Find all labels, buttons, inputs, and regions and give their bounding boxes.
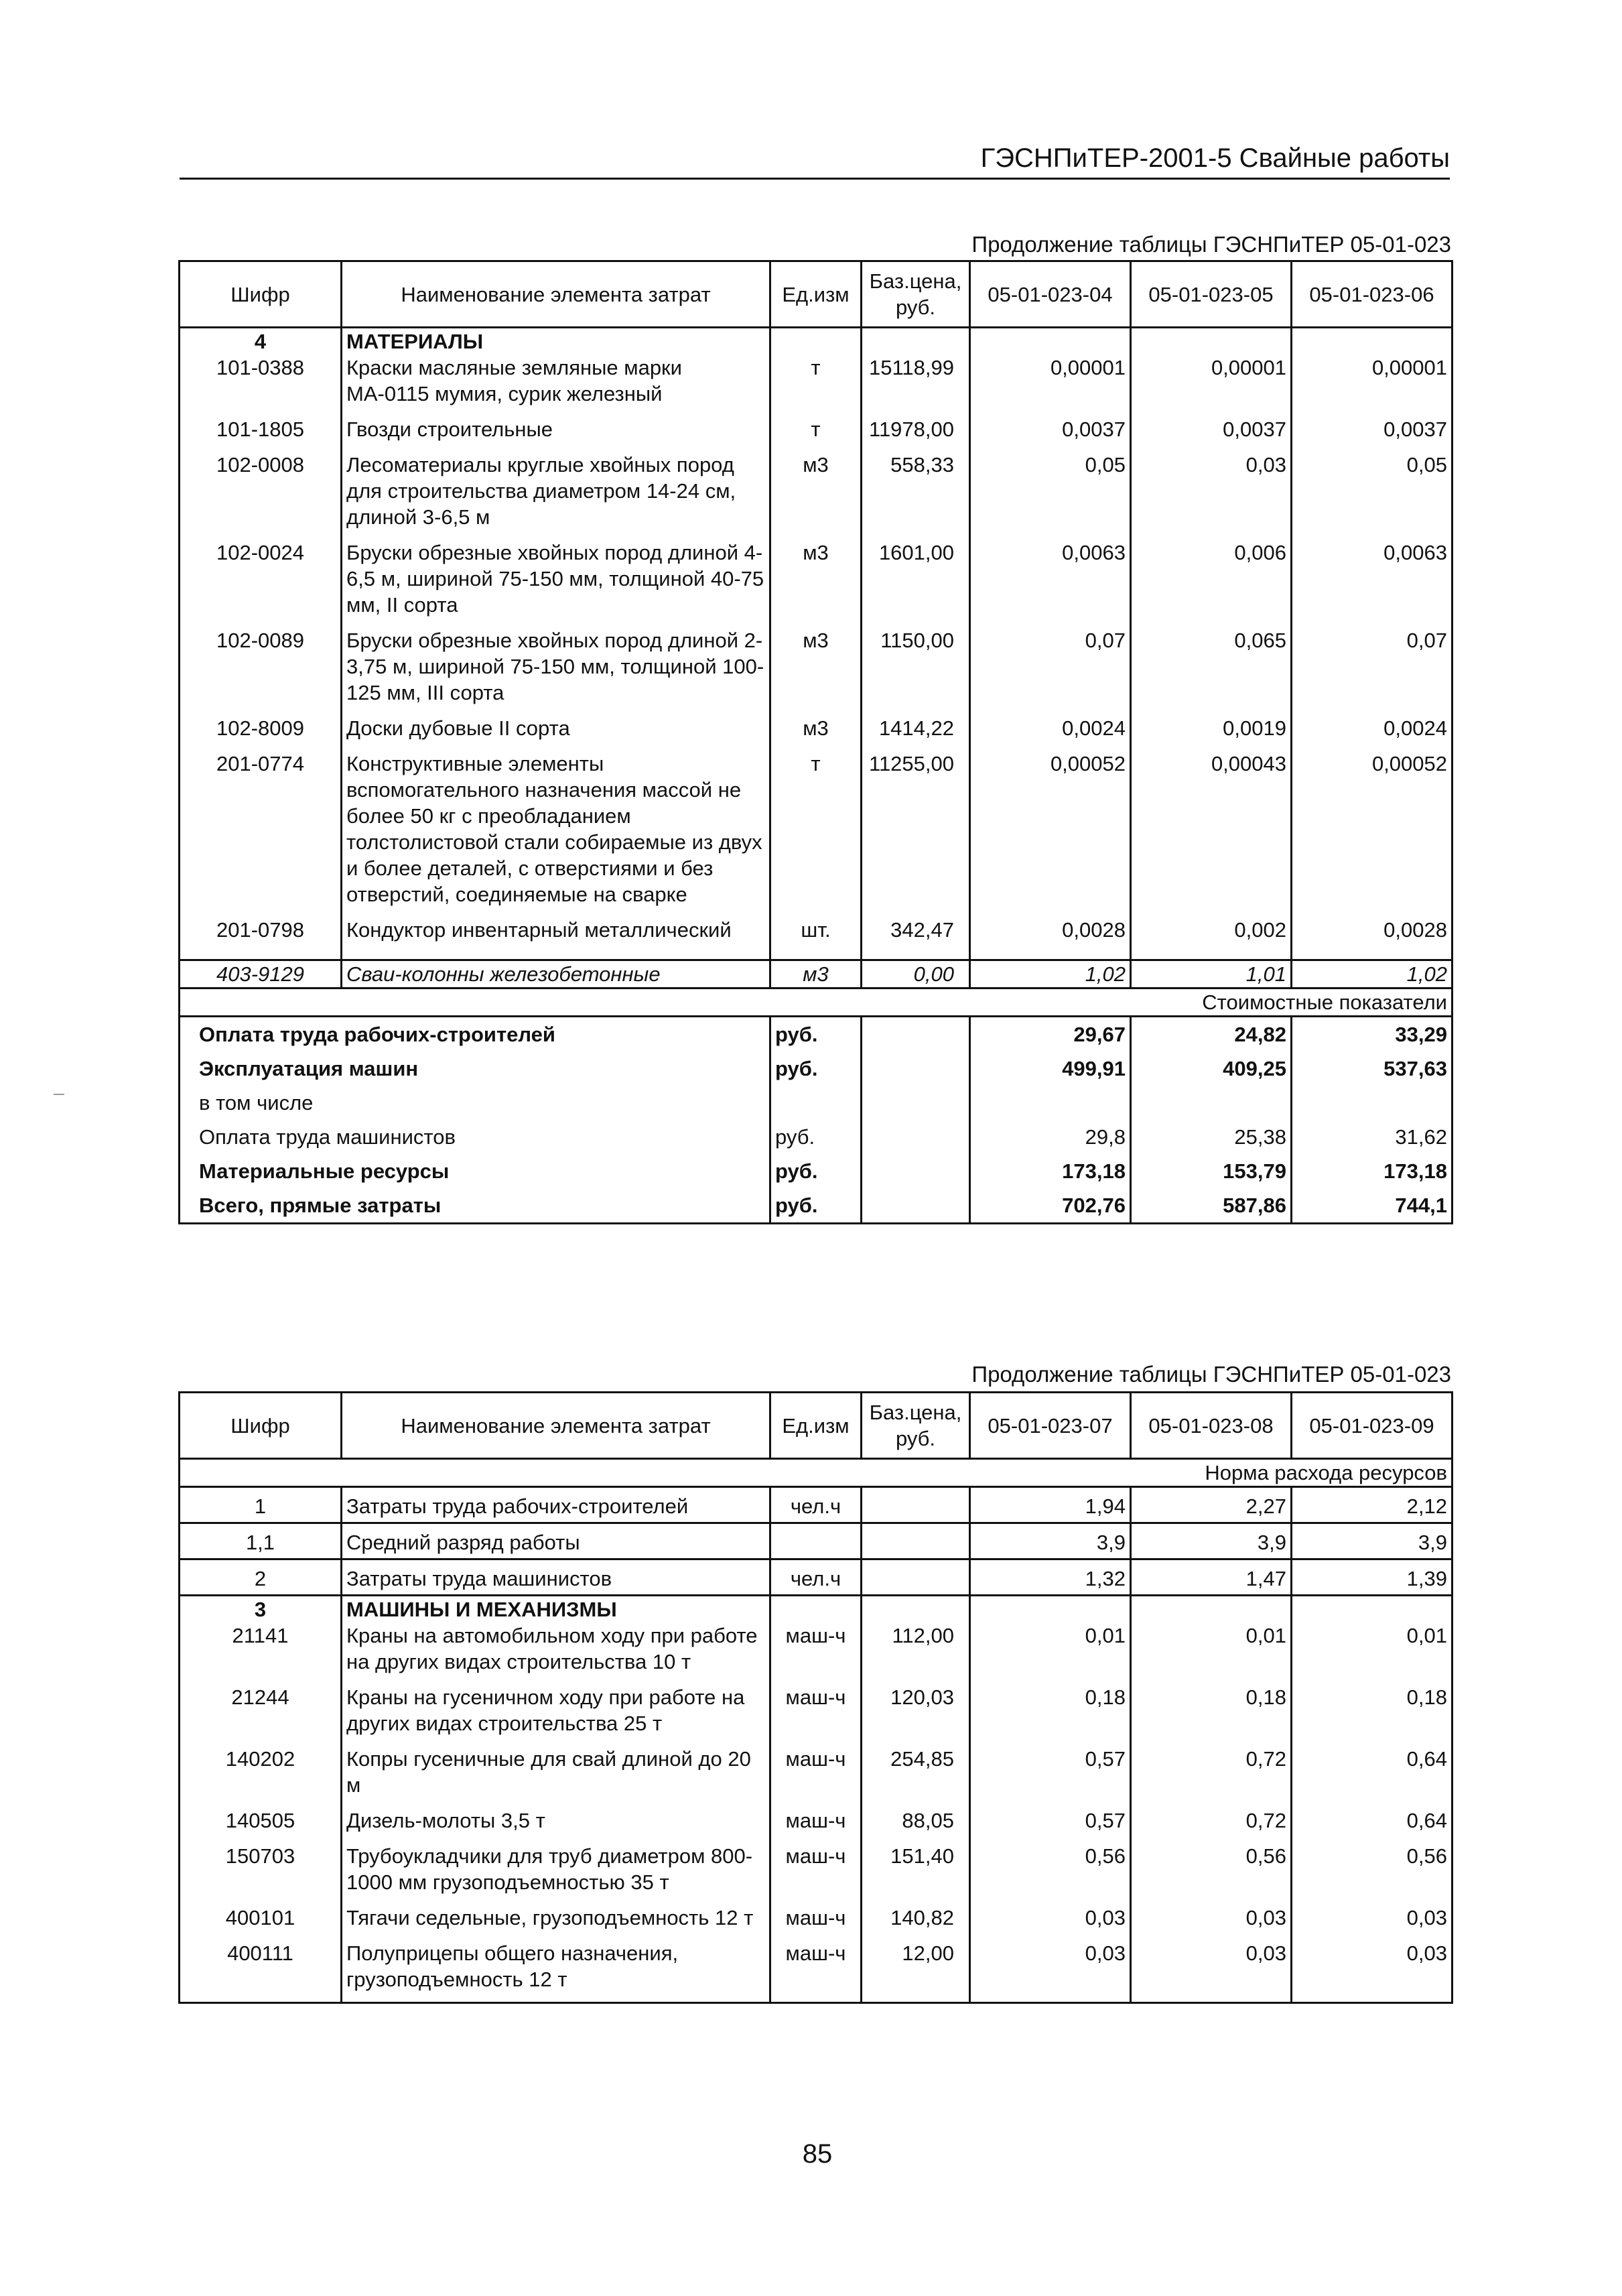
cell-value: 1,01 bbox=[1131, 960, 1292, 988]
cell-value: 0,0037 bbox=[1131, 416, 1292, 452]
cell-unit bbox=[770, 1086, 862, 1120]
cell-value: 0,18 bbox=[970, 1684, 1131, 1746]
cell-value: 0,0024 bbox=[1292, 715, 1452, 751]
cell-code: 201-0798 bbox=[180, 917, 342, 952]
cell-unit: руб. bbox=[770, 1154, 862, 1188]
table-row bbox=[180, 1807, 1452, 1843]
cell-value: 1,39 bbox=[1292, 1559, 1452, 1596]
cost-band-label: Стоимостные показатели bbox=[180, 988, 1452, 1017]
cell-value bbox=[1292, 1086, 1452, 1120]
table-row bbox=[180, 627, 1452, 715]
table-row bbox=[180, 1905, 1452, 1940]
cell-value: 0,03 bbox=[1131, 1940, 1292, 2003]
cell-unit: маш-ч bbox=[770, 1940, 862, 2003]
labor-row bbox=[180, 1523, 1452, 1559]
cell-value: 1,47 bbox=[1131, 1559, 1292, 1596]
cell-unit: м3 bbox=[770, 715, 862, 751]
col-header: Наименование элемента затрат bbox=[342, 1393, 770, 1459]
page-header bbox=[180, 137, 1450, 180]
cell-price: 120,03 bbox=[862, 1684, 970, 1746]
cell-value: 0,05 bbox=[970, 452, 1131, 539]
cell-name: Конструктивные элементы вспомогательного назначения массой не более 50 кг с преобладанием толстолистовой стали собираемые из двух и более деталей, с отверстиями и без отверстий, соединяемые на сварке bbox=[342, 751, 770, 917]
col-header: Ед.изм bbox=[770, 1393, 862, 1459]
cell-value: 0,18 bbox=[1292, 1684, 1452, 1746]
cell-value: 29,8 bbox=[970, 1120, 1131, 1154]
cell-code: 102-0024 bbox=[180, 539, 342, 627]
cell-value: 31,62 bbox=[1292, 1120, 1452, 1154]
table-row bbox=[180, 1940, 1452, 2003]
col-header: 05-01-023-06 bbox=[1292, 261, 1452, 328]
table-row bbox=[180, 715, 1452, 751]
cell-value: 0,07 bbox=[1292, 627, 1452, 715]
col-header: Ед.изм bbox=[770, 261, 862, 328]
cell-value: 2,27 bbox=[1131, 1487, 1292, 1523]
cost-row bbox=[180, 1017, 1452, 1052]
cell-price: 1150,00 bbox=[862, 627, 970, 715]
cell-unit bbox=[770, 1523, 862, 1559]
cell-price: 254,85 bbox=[862, 1746, 970, 1807]
cell-value: 0,0037 bbox=[970, 416, 1131, 452]
cell-value: 587,86 bbox=[1131, 1188, 1292, 1224]
table1-continuation-caption: Продолжение таблицы ГЭСНПиТЕР 05-01-023 bbox=[971, 232, 1451, 257]
cost-label: Материальные ресурсы bbox=[180, 1154, 770, 1188]
cell-name: Бруски обрезные хвойных пород длиной 2-3,75 м, шириной 75-150 мм, толщиной 100-125 мм, III сорта bbox=[342, 627, 770, 715]
cost-label: Оплата труда рабочих-строителей bbox=[180, 1017, 770, 1052]
cell-price: 12,00 bbox=[862, 1940, 970, 2003]
table-header-row bbox=[180, 261, 1452, 328]
cell-name: Гвозди строительные bbox=[342, 416, 770, 452]
cell-value: 0,01 bbox=[1292, 1622, 1452, 1684]
col-header: Баз.цена, руб. bbox=[862, 261, 970, 328]
cell-name: Бруски обрезные хвойных пород длиной 4-6,5 м, шириной 75-150 мм, толщиной 40-75 мм, II сорта bbox=[342, 539, 770, 627]
cell-price bbox=[862, 1523, 970, 1559]
cell-value: 0,56 bbox=[970, 1843, 1131, 1905]
cell-code: 400111 bbox=[180, 1940, 342, 2003]
cell-unit: руб. bbox=[770, 1120, 862, 1154]
cell-value: 0,03 bbox=[970, 1940, 1131, 2003]
cell-price: 11978,00 bbox=[862, 416, 970, 452]
header-title: ГЭСНПиТЕР-2001-5 Свайные работы bbox=[980, 143, 1450, 173]
cell-unit: м3 bbox=[770, 452, 862, 539]
cost-row bbox=[180, 1120, 1452, 1154]
cell-value: 744,1 bbox=[1292, 1188, 1452, 1224]
cost-label: Эксплуатация машин bbox=[180, 1051, 770, 1086]
section-title: МАТЕРИАЛЫ bbox=[342, 328, 770, 355]
cell-value: 0,00043 bbox=[1131, 751, 1292, 917]
cell-code: 21141 bbox=[180, 1622, 342, 1684]
table-row bbox=[180, 917, 1452, 952]
cell-value: 1,02 bbox=[1292, 960, 1452, 988]
cell-value: 0,002 bbox=[1131, 917, 1292, 952]
table-row bbox=[180, 452, 1452, 539]
cell-value: 1,94 bbox=[970, 1487, 1131, 1523]
col-header: Шифр bbox=[180, 1393, 342, 1459]
cell-price bbox=[862, 1086, 970, 1120]
cell-value: 0,72 bbox=[1131, 1807, 1292, 1843]
cell-name: Дизель-молоты 3,5 т bbox=[342, 1807, 770, 1843]
cell-value: 0,03 bbox=[970, 1905, 1131, 1940]
table-row bbox=[180, 1622, 1452, 1684]
cell-value: 0,01 bbox=[970, 1622, 1131, 1684]
cell-unit: маш-ч bbox=[770, 1843, 862, 1905]
cell-code: 101-1805 bbox=[180, 416, 342, 452]
cell-unit: м3 bbox=[770, 960, 862, 988]
cell-code: 101-0388 bbox=[180, 355, 342, 416]
cell-code: 102-0089 bbox=[180, 627, 342, 715]
cell-unit: т bbox=[770, 355, 862, 416]
cell-value: 0,01 bbox=[1131, 1622, 1292, 1684]
cell-price: 558,33 bbox=[862, 452, 970, 539]
cell-name: Сваи-колонны железобетонные bbox=[342, 960, 770, 988]
cell-value: 1,02 bbox=[970, 960, 1131, 988]
spacer-row bbox=[180, 952, 1452, 960]
table-row bbox=[180, 1684, 1452, 1746]
cell-price: 1601,00 bbox=[862, 539, 970, 627]
cell-value: 0,56 bbox=[1292, 1843, 1452, 1905]
cell-unit: маш-ч bbox=[770, 1905, 862, 1940]
cell-value: 0,72 bbox=[1131, 1746, 1292, 1807]
cell-code: 21244 bbox=[180, 1684, 342, 1746]
cost-row bbox=[180, 1086, 1452, 1120]
cell-value: 0,0063 bbox=[1292, 539, 1452, 627]
cell-price: 0,00 bbox=[862, 960, 970, 988]
cell-name: Трубоукладчики для труб диаметром 800-1000 мм грузоподъемностью 35 т bbox=[342, 1843, 770, 1905]
section-code: 4 bbox=[180, 328, 342, 355]
table-row bbox=[180, 416, 1452, 452]
cell-name: Затраты труда рабочих-строителей bbox=[342, 1487, 770, 1523]
cell-price: 342,47 bbox=[862, 917, 970, 952]
col-header: Шифр bbox=[180, 261, 342, 328]
cell-code: 1 bbox=[180, 1487, 342, 1523]
table-machines bbox=[178, 1391, 1453, 2004]
cell-price bbox=[862, 1487, 970, 1523]
page-number: 85 bbox=[802, 2139, 833, 2169]
cell-value: 29,67 bbox=[970, 1017, 1131, 1052]
norm-band-label: Норма расхода ресурсов bbox=[180, 1459, 1452, 1487]
col-header: 05-01-023-05 bbox=[1131, 261, 1292, 328]
cell-unit: шт. bbox=[770, 917, 862, 952]
cell-value: 499,91 bbox=[970, 1051, 1131, 1086]
table-row bbox=[180, 1746, 1452, 1807]
cell-value: 0,0037 bbox=[1292, 416, 1452, 452]
col-header: 05-01-023-04 bbox=[970, 261, 1131, 328]
cell-name: Копры гусеничные для свай длиной до 20 м bbox=[342, 1746, 770, 1807]
table-row bbox=[180, 539, 1452, 627]
labor-row bbox=[180, 1487, 1452, 1523]
cell-unit: руб. bbox=[770, 1188, 862, 1224]
cell-value: 0,0024 bbox=[970, 715, 1131, 751]
cell-price bbox=[862, 1154, 970, 1188]
cell-value: 33,29 bbox=[1292, 1017, 1452, 1052]
cell-code: 102-0008 bbox=[180, 452, 342, 539]
cell-value: 0,00052 bbox=[970, 751, 1131, 917]
cell-code: 1,1 bbox=[180, 1523, 342, 1559]
cell-value: 0,57 bbox=[970, 1807, 1131, 1843]
cell-value: 0,0028 bbox=[970, 917, 1131, 952]
cost-band-row bbox=[180, 988, 1452, 1017]
table-row bbox=[180, 355, 1452, 416]
cell-unit: руб. bbox=[770, 1017, 862, 1052]
cell-name: Затраты труда машинистов bbox=[342, 1559, 770, 1596]
cell-unit: маш-ч bbox=[770, 1807, 862, 1843]
table-body bbox=[180, 1459, 1452, 2003]
cell-value: 0,0063 bbox=[970, 539, 1131, 627]
cell-value: 3,9 bbox=[970, 1523, 1131, 1559]
cost-row bbox=[180, 1188, 1452, 1224]
cell-unit: руб. bbox=[770, 1051, 862, 1086]
cell-value: 0,03 bbox=[1131, 1905, 1292, 1940]
cell-code: 140202 bbox=[180, 1746, 342, 1807]
cell-price: 1414,22 bbox=[862, 715, 970, 751]
cell-code: 2 bbox=[180, 1559, 342, 1596]
cell-unit: м3 bbox=[770, 627, 862, 715]
cell-code: 400101 bbox=[180, 1905, 342, 1940]
cell-value: 0,00001 bbox=[1292, 355, 1452, 416]
cell-name: Лесоматериалы круглые хвойных пород для строительства диаметром 14-24 см, длиной 3-6,5 м bbox=[342, 452, 770, 539]
cell-price bbox=[862, 1188, 970, 1224]
cell-value: 409,25 bbox=[1131, 1051, 1292, 1086]
cell-value: 0,006 bbox=[1131, 539, 1292, 627]
cell-value: 0,03 bbox=[1292, 1940, 1452, 2003]
cell-value: 0,00052 bbox=[1292, 751, 1452, 917]
cell-value: 0,0028 bbox=[1292, 917, 1452, 952]
cell-code: 403-9129 bbox=[180, 960, 342, 988]
cost-label: в том числе bbox=[180, 1086, 770, 1120]
cell-value: 1,32 bbox=[970, 1559, 1131, 1596]
cell-value: 0,00001 bbox=[1131, 355, 1292, 416]
section-row bbox=[180, 1596, 1452, 1623]
norm-band-row bbox=[180, 1459, 1452, 1487]
col-header: 05-01-023-08 bbox=[1131, 1393, 1292, 1459]
cell-value: 537,63 bbox=[1292, 1051, 1452, 1086]
cost-row bbox=[180, 1051, 1452, 1086]
col-header: Наименование элемента затрат bbox=[342, 261, 770, 328]
cell-code: 150703 bbox=[180, 1843, 342, 1905]
cell-unit: маш-ч bbox=[770, 1622, 862, 1684]
cell-value: 2,12 bbox=[1292, 1487, 1452, 1523]
table2-continuation-caption: Продолжение таблицы ГЭСНПиТЕР 05-01-023 bbox=[971, 1362, 1451, 1387]
cell-unit: м3 bbox=[770, 539, 862, 627]
cell-value: 0,05 bbox=[1292, 452, 1452, 539]
cell-value: 0,0019 bbox=[1131, 715, 1292, 751]
cell-name: Тягачи седельные, грузоподъемность 12 т bbox=[342, 1905, 770, 1940]
cell-name: Средний разряд работы bbox=[342, 1523, 770, 1559]
cell-value: 0,64 bbox=[1292, 1746, 1452, 1807]
cell-name: Краны на автомобильном ходу при работе на других видах строительства 10 т bbox=[342, 1622, 770, 1684]
cell-value: 173,18 bbox=[970, 1154, 1131, 1188]
labor-row bbox=[180, 1559, 1452, 1596]
table-row bbox=[180, 1843, 1452, 1905]
cell-name: Доски дубовые II сорта bbox=[342, 715, 770, 751]
cell-value: 25,38 bbox=[1131, 1120, 1292, 1154]
cell-code: 140505 bbox=[180, 1807, 342, 1843]
cell-value bbox=[970, 1086, 1131, 1120]
table-row bbox=[180, 751, 1452, 917]
table-header-row bbox=[180, 1393, 1452, 1459]
cell-value: 0,07 bbox=[970, 627, 1131, 715]
cell-price bbox=[862, 1559, 970, 1596]
cell-value: 3,9 bbox=[1292, 1523, 1452, 1559]
cell-code: 102-8009 bbox=[180, 715, 342, 751]
cell-value: 0,64 bbox=[1292, 1807, 1452, 1843]
cell-value: 3,9 bbox=[1131, 1523, 1292, 1559]
cell-unit: маш-ч bbox=[770, 1746, 862, 1807]
col-header: 05-01-023-09 bbox=[1292, 1393, 1452, 1459]
cell-unit: чел.ч bbox=[770, 1559, 862, 1596]
cell-value: 0,56 bbox=[1131, 1843, 1292, 1905]
cell-name: Краны на гусеничном ходу при работе на других видах строительства 25 т bbox=[342, 1684, 770, 1746]
cell-price bbox=[862, 1120, 970, 1154]
cell-value: 0,03 bbox=[1131, 452, 1292, 539]
cell-value: 702,76 bbox=[970, 1188, 1131, 1224]
col-header: Баз.цена, руб. bbox=[862, 1393, 970, 1459]
cell-value bbox=[1131, 1086, 1292, 1120]
section-title: МАШИНЫ И МЕХАНИЗМЫ bbox=[342, 1596, 770, 1623]
cell-unit: маш-ч bbox=[770, 1684, 862, 1746]
cell-unit: чел.ч bbox=[770, 1487, 862, 1523]
cell-value: 24,82 bbox=[1131, 1017, 1292, 1052]
cost-row bbox=[180, 1154, 1452, 1188]
cell-value: 153,79 bbox=[1131, 1154, 1292, 1188]
cell-name: Краски масляные земляные марки МА-0115 мумия, сурик железный bbox=[342, 355, 770, 416]
table-body bbox=[180, 328, 1452, 1224]
cell-unit: т bbox=[770, 751, 862, 917]
cell-price: 151,40 bbox=[862, 1843, 970, 1905]
table-row-italic bbox=[180, 960, 1452, 988]
col-header: 05-01-023-07 bbox=[970, 1393, 1131, 1459]
cell-name: Полуприцепы общего назначения, грузоподъемность 12 т bbox=[342, 1940, 770, 2003]
cell-name: Кондуктор инвентарный металлический bbox=[342, 917, 770, 952]
cell-price: 140,82 bbox=[862, 1905, 970, 1940]
cell-unit: т bbox=[770, 416, 862, 452]
cell-value: 0,18 bbox=[1131, 1684, 1292, 1746]
margin-mark bbox=[54, 1094, 64, 1095]
cell-price bbox=[862, 1051, 970, 1086]
cell-price: 11255,00 bbox=[862, 751, 970, 917]
cell-code: 201-0774 bbox=[180, 751, 342, 917]
cell-price bbox=[862, 1017, 970, 1052]
cell-value: 173,18 bbox=[1292, 1154, 1452, 1188]
table-materials bbox=[178, 260, 1453, 1224]
cell-price: 88,05 bbox=[862, 1807, 970, 1843]
cell-value: 0,00001 bbox=[970, 355, 1131, 416]
cell-price: 112,00 bbox=[862, 1622, 970, 1684]
cost-label: Оплата труда машинистов bbox=[180, 1120, 770, 1154]
cell-price: 15118,99 bbox=[862, 355, 970, 416]
section-row bbox=[180, 328, 1452, 355]
cell-value: 0,065 bbox=[1131, 627, 1292, 715]
cost-label: Всего, прямые затраты bbox=[180, 1188, 770, 1224]
section-code: 3 bbox=[180, 1596, 342, 1623]
cell-value: 0,57 bbox=[970, 1746, 1131, 1807]
cell-value: 0,03 bbox=[1292, 1905, 1452, 1940]
